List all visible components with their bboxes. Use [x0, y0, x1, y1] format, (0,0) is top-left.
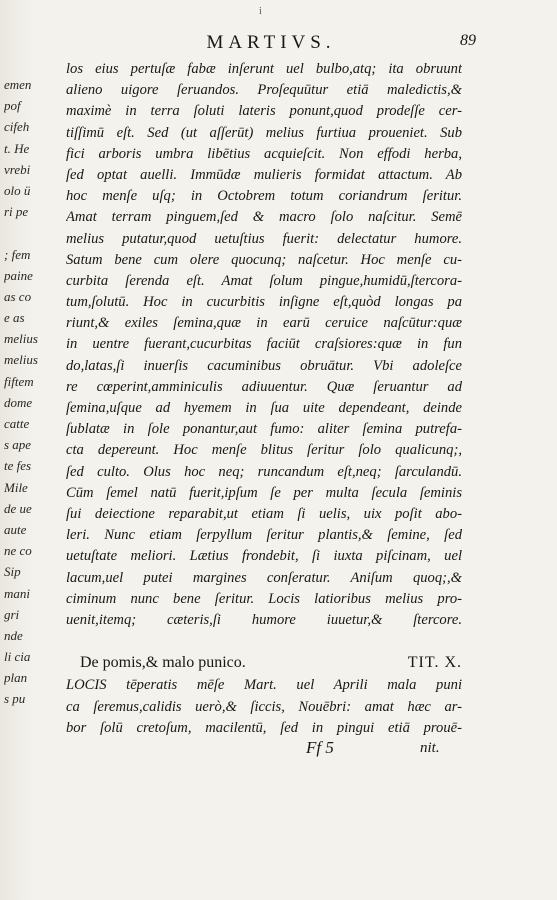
text-line: alieno uigore ſeruandos. Proſequūtur etiā maledictis,&	[66, 82, 462, 99]
margin-fragment: li cia	[4, 649, 31, 665]
header-tick-mark: i	[259, 6, 262, 17]
margin-fragment: t. He	[4, 140, 30, 156]
text-line: ſui deiectione reparabit,ut etiam ſi uelis, uix poſit abo-	[66, 505, 462, 522]
margin-fragment: paine	[4, 267, 33, 283]
text-line: ſemina,uſque ad hyemem in ſua uite dependeant, deinde	[66, 400, 462, 416]
margin-fragment: olo ü	[4, 182, 31, 198]
text-line: uenit,itemq; cæteris,ſi humore iuuetur,& ſtercore.	[66, 611, 462, 628]
text-line: riunt,& exiles ſemina,quæ in earū ceruice naſcūtur:quæ	[66, 315, 462, 332]
previous-page-margin-fragments	[4, 74, 38, 710]
main-text-block	[66, 59, 462, 631]
margin-fragment: de ue	[4, 500, 32, 516]
margin-fragment: ; fem	[4, 246, 31, 262]
text-line: lacum,uel putei margines conſeratur. Aniſum quoq;,&	[66, 569, 462, 586]
section-text-block	[66, 675, 462, 740]
margin-fragment: s pu	[4, 691, 26, 707]
margin-fragment: fiftem	[4, 373, 34, 389]
margin-fragment: catte	[4, 416, 30, 431]
margin-fragment: emen	[4, 77, 32, 92]
margin-fragment: as co	[4, 288, 32, 304]
text-line: melius putatur,quod uetuſtius fuerit: delectatur humore.	[66, 230, 462, 247]
text-line: ſed culto. Olus hoc neq; runcandum eſt,neq; ſarculandū.	[66, 463, 462, 480]
margin-fragment: e as	[4, 310, 25, 326]
section-number: TIT. X.	[407, 654, 462, 671]
margin-fragment: Mile	[4, 479, 28, 495]
text-line: Satum bene cum olere quocunq; naſcetur. Hoc menſe cu-	[66, 251, 462, 268]
text-line: tum,ſolutū. Hoc in cucurbitis inſigne eſt,quòd longas pa	[66, 294, 462, 311]
margin-fragment: nde	[4, 627, 23, 643]
text-line: Cūm ſemel natū fuerit,ipſum ſe per multa ſecula ſeminis	[66, 484, 462, 501]
text-line: uetuſtate meliori. Lætius frondebit, ſi iuxta piſcinam, uel	[66, 548, 462, 565]
text-line: los eius pertuſæ fabæ inſerunt uel bulbo,atq; ita obruunt	[66, 61, 462, 77]
margin-fragment: mani	[4, 585, 30, 601]
margin-fragment: aute	[4, 521, 27, 537]
folio-number: 89	[460, 32, 476, 49]
margin-fragment: te fes	[4, 458, 32, 474]
margin-fragment: melius	[4, 352, 38, 368]
margin-fragment: dome	[4, 394, 33, 410]
margin-fragment: ne co	[4, 543, 32, 559]
text-line: hoc menſe uſq; in Octobrem totum coriandrum ſeritur.	[66, 188, 462, 205]
signature-mark: Ff 5	[306, 738, 334, 757]
text-line: bor ſolū cretoſum, macilentū, ſed in pingui etiā prouē-	[66, 720, 462, 737]
margin-fragment: vrebi	[4, 161, 31, 177]
text-line: ſublatæ in ſole ponantur,aut fumo: aliter ſemina putrefa-	[66, 421, 462, 438]
margin-fragment: cifeh	[4, 119, 30, 135]
catchword: nit.	[420, 740, 440, 756]
margin-fragment: Sip	[4, 564, 21, 580]
running-head: MARTIVS.	[206, 32, 336, 53]
text-line: LOCIS tēperatis mēſe Mart. uel Aprili mala puni	[66, 677, 462, 693]
text-line: Amat terram pinguem,ſed & macro ſolo naſcitur. Semē	[66, 209, 462, 226]
margin-fragment: gri	[4, 606, 20, 622]
text-line: cta depereunt. Hoc menſe blitus ſeritur ſolo qualicunq;,	[66, 442, 462, 459]
margin-fragment: melius	[4, 331, 38, 347]
section-heading	[66, 652, 462, 674]
margin-fragment: s ape	[4, 437, 32, 453]
text-line: maximè in terra ſoluti lateris ponunt,quod prodeſſe cer-	[66, 103, 462, 120]
text-line: leri. Nunc etiam ſerpyllum ſeritur plantis,& ſemine, ſed	[66, 527, 462, 544]
text-line: in uentre fuerant,cucurbitas faciūt craſsiores:quæ in fun	[66, 336, 462, 353]
margin-fragment	[4, 222, 38, 243]
section-title: De pomis,& malo punico.	[80, 654, 246, 671]
margin-fragment: ri pe	[4, 204, 29, 220]
margin-fragment: plan	[4, 670, 28, 686]
text-line: ſed optat auelli. Immūdæ mulieris formidat attactum. Ab	[66, 166, 462, 183]
text-line: tiſſimū eſt. Sed (ut aſſerūt) melius furtiua proueniet. Sub	[66, 124, 462, 141]
text-line: re cœperint,amminiculis adiuuentur. Quæ ſeruantur ad	[66, 378, 462, 395]
text-line: fici arboris umbra libētius acquieſcit. Non effodi herba,	[66, 145, 462, 162]
text-line: ca ſeremus,calidis uerò,& ſiccis, Nouēbri: amat hæc ar-	[66, 698, 462, 715]
margin-fragment: pof	[4, 98, 21, 114]
text-line: do,latas,ſi inuerſis cacuminibus obruātur. Vbi adoleſce	[66, 357, 462, 374]
text-line: ciminum nunc bene ſeritur. Locis latioribus melius pro-	[66, 590, 462, 607]
text-line: curbita ſerenda eſt. Amat ſolum pingue,humidū,ſtercora-	[66, 272, 462, 289]
